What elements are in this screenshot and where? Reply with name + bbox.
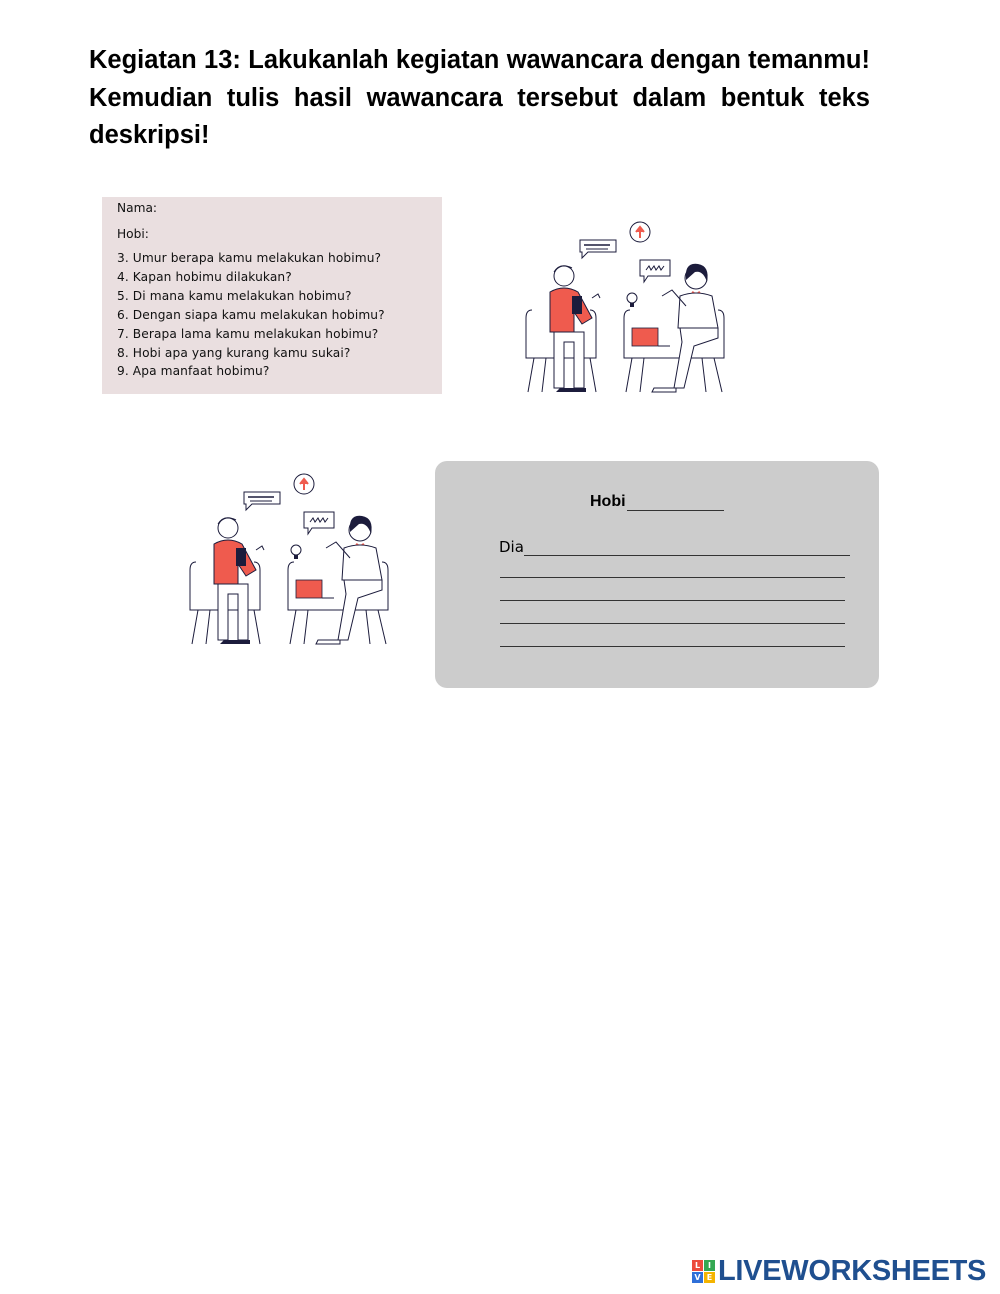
answer-blank-1[interactable] [524, 541, 850, 556]
logo-icon [692, 1260, 715, 1283]
name-label: Nama: [117, 201, 158, 215]
logo-letter: V [692, 1272, 703, 1283]
first-line-label: Dia [499, 538, 524, 556]
first-answer-line [499, 538, 850, 556]
question-item: 8. Hobi apa yang kurang kamu sukai? [117, 345, 351, 360]
question-item: 4. Kapan hobimu dilakukan? [117, 269, 292, 284]
interview-questions-box [102, 197, 442, 394]
answer-title-label: Hobi [590, 493, 626, 510]
interview-illustration-icon [520, 214, 735, 398]
answer-line[interactable] [500, 623, 845, 624]
liveworksheets-logo [692, 1255, 986, 1288]
question-list [117, 249, 442, 381]
logo-letter: E [704, 1272, 715, 1283]
logo-text: LIVEWORKSHEETS [718, 1255, 987, 1287]
question-item: 9. Apa manfaat hobimu? [117, 364, 270, 379]
question-item: 7. Berapa lama kamu melakukan hobimu? [117, 326, 379, 341]
question-item: 5. Di mana kamu melakukan hobimu? [117, 288, 352, 303]
hobby-label: Hobi: [117, 227, 149, 241]
question-item: 3. Umur berapa kamu melakukan hobimu? [117, 251, 382, 265]
logo-letter: L [692, 1260, 703, 1271]
hobby-answer-blank[interactable] [627, 496, 724, 511]
interview-illustration-icon [184, 466, 399, 650]
instruction-heading: Kegiatan 13: Lakukanlah kegiatan wawancara dengan temanmu! Kemudian tulis hasil wawancara tersebut dalam bentuk teks deskripsi! [89, 46, 870, 149]
logo-letter: I [704, 1260, 715, 1271]
answer-box [435, 461, 879, 688]
answer-title [590, 493, 724, 511]
question-item: 6. Dengan siapa kamu melakukan hobimu? [117, 307, 385, 322]
answer-line[interactable] [500, 646, 845, 647]
answer-line[interactable] [500, 577, 845, 578]
answer-line[interactable] [500, 600, 845, 601]
